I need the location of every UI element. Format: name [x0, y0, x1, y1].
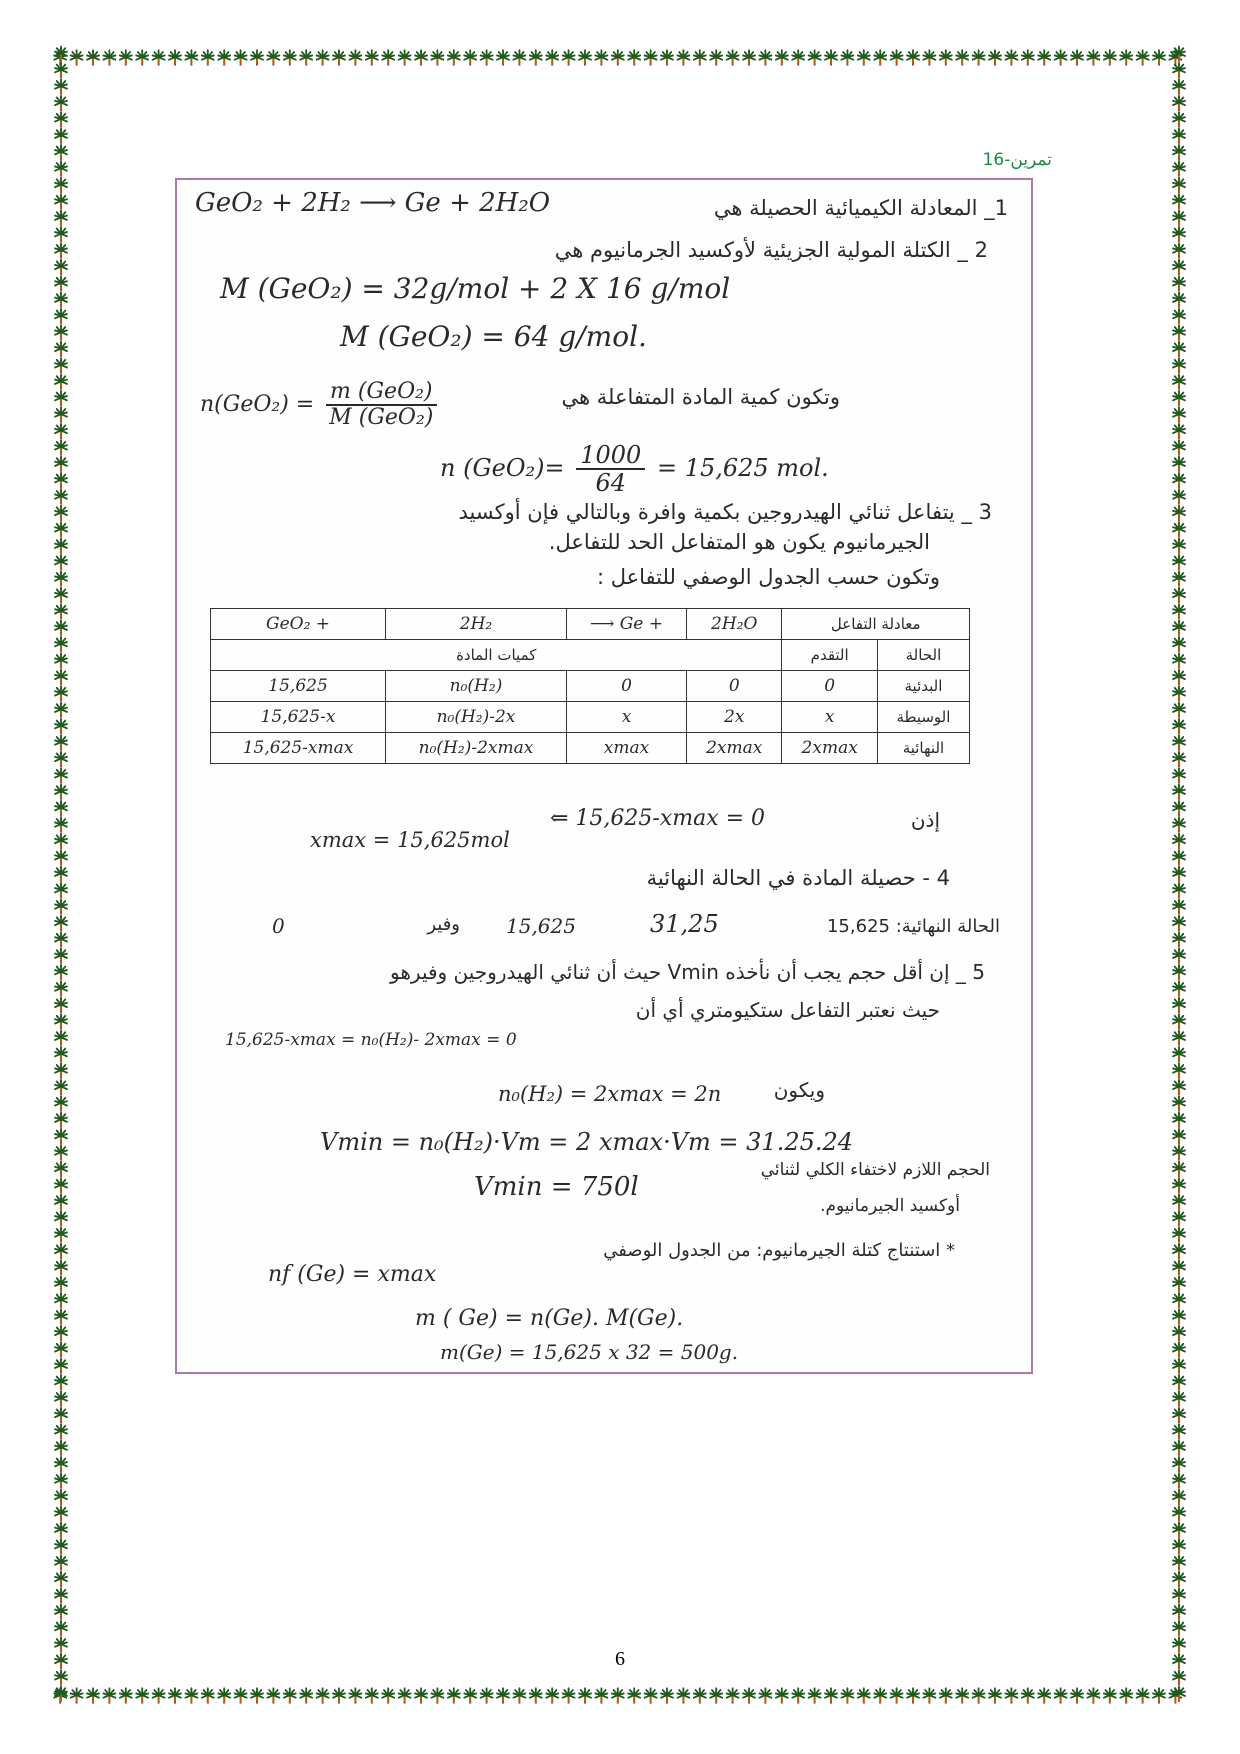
- q5-n0-text: ويكون: [773, 1078, 825, 1102]
- table-cell: n₀(H₂): [386, 671, 567, 702]
- table-row-state: الوسيطة: [877, 702, 969, 733]
- q4-value-h2o: 31,25: [650, 910, 719, 938]
- table-cell: x: [566, 702, 686, 733]
- q2-molar-mass-line1: M (GeO₂) = 32g/mol + 2 X 16 g/mol: [220, 272, 731, 305]
- table-equation-label: معادلة التفاعل: [782, 609, 970, 640]
- q1-text: 1_ المعادلة الكيميائية الحصيلة هي: [713, 196, 1008, 220]
- table-row-state: النهائية: [877, 733, 969, 764]
- q4-value-h2: وفير: [427, 914, 460, 935]
- table-cell: 2H₂: [386, 609, 567, 640]
- table-quantities-label: كميات المادة: [211, 640, 782, 671]
- q5-nf: nf (Ge) = xmax: [268, 1262, 437, 1287]
- q5-mass-value: m(Ge) = 15,625 x 32 = 500g.: [440, 1340, 739, 1364]
- table-cell: 2xmax: [687, 733, 782, 764]
- q2-text: 2 _ الكتلة المولية الجزيئية لأوكسيد الجرمانيوم هي: [554, 238, 988, 262]
- q4-value-ge: 15,625: [506, 914, 576, 938]
- exercise-label: تمرين-16: [982, 150, 1052, 170]
- xmax-value: xmax = 15,625mol: [310, 828, 510, 852]
- q5-line2: حيث نعتبر التفاعل ستكيومتري أي أن: [635, 998, 940, 1022]
- q5-vmin-text2: أوكسيد الجيرمانيوم.: [820, 1196, 960, 1216]
- table-advancement-label: التقدم: [782, 640, 877, 671]
- palm-icons: [52, 1682, 1188, 1708]
- q5-vmin-value: Vmin = 750l: [474, 1172, 639, 1202]
- table-cell: 0: [566, 671, 686, 702]
- q2-amount-formula: n(GeO₂) = $\frac{\text{m (GeO₂)}}{\text{M (GeO₂)}}$: [200, 380, 441, 430]
- table-cell: 2xmax: [782, 733, 877, 764]
- q2-molar-mass-line2: M (GeO₂) = 64 g/mol.: [340, 320, 647, 353]
- table-cell: 15,625-x: [211, 702, 386, 733]
- table-cell: ⟶ Ge +: [566, 609, 686, 640]
- q3-line3: وتكون حسب الجدول الوصفي للتفاعل :: [596, 565, 940, 589]
- table-row: [211, 733, 970, 764]
- palm-icons: [48, 44, 74, 1708]
- q4-final-label: الحالة النهائية: 15,625: [826, 916, 1000, 937]
- table-cell: 15,625-xmax: [211, 733, 386, 764]
- palm-border-right: [1166, 44, 1192, 1708]
- q5-line1: 5 _ إن أقل حجم يجب أن نأخذه Vmin حيث أن ثنائي الهيدروجين وفيرهو: [390, 960, 985, 984]
- table-row: [211, 671, 970, 702]
- q4-value-geo2: 0: [272, 914, 285, 938]
- table-cell: 0: [782, 671, 877, 702]
- table-cell: 0: [687, 671, 782, 702]
- table-header-row: [211, 640, 970, 671]
- xmax-equation: ⇐ 15,625-xmax = 0: [550, 806, 766, 831]
- q3-line1: 3 _ يتفاعل ثنائي الهيدروجين بكمية وافرة وبالتالي فإن أوكسيد: [458, 500, 992, 524]
- q5-deduce: * استنتاج كتلة الجيرمانيوم: من الجدول الوصفي: [603, 1240, 955, 1261]
- table-equation-row: [211, 609, 970, 640]
- table-row-state: البدئية: [877, 671, 969, 702]
- q5-stoich: 15,625-xmax = n₀(H₂)- 2xmax = 0: [225, 1030, 517, 1050]
- table-cell: n₀(H₂)-2xmax: [386, 733, 567, 764]
- q3-line2: الجيرمانيوم يكون هو المتفاعل الحد للتفاعل.: [548, 530, 930, 554]
- palm-border-top: [52, 44, 1188, 70]
- palm-icons: [1166, 44, 1192, 1708]
- palm-border-left: [48, 44, 74, 1708]
- advancement-table: [210, 608, 970, 764]
- table-cell: 15,625: [211, 671, 386, 702]
- q5-n0: n₀(H₂) = 2xmax = 2n: [498, 1082, 722, 1106]
- table-cell: 2x: [687, 702, 782, 733]
- table-row: [211, 702, 970, 733]
- q4-text: 4 - حصيلة المادة في الحالة النهائية: [646, 866, 950, 890]
- table-cell: 2H₂O: [687, 609, 782, 640]
- palm-border-bottom: [52, 1682, 1188, 1708]
- q2-amount-calc: n (GeO₂)= $\frac{1000}{64}$ = 15,625 mol.: [440, 441, 829, 498]
- idh-text: إذن: [910, 808, 940, 832]
- q1-equation: GeO₂ + 2H₂ ⟶ Ge + 2H₂O: [195, 188, 551, 218]
- palm-icons: [52, 44, 1188, 70]
- page-number: 6: [615, 1648, 625, 1670]
- table-cell: xmax: [566, 733, 686, 764]
- table-state-label: الحالة: [877, 640, 969, 671]
- table-cell: n₀(H₂)-2x: [386, 702, 567, 733]
- q5-mass-formula: m ( Ge) = n(Ge). M(Ge).: [415, 1306, 684, 1331]
- table-cell: x: [782, 702, 877, 733]
- table-cell: GeO₂ +: [211, 609, 386, 640]
- q5-vmin-text1: الحجم اللازم لاختفاء الكلي لثنائي: [760, 1160, 990, 1180]
- q5-vmin-equation: Vmin = n₀(H₂)·Vm = 2 xmax·Vm = 31.25.24: [320, 1128, 854, 1156]
- q2-amount-text: وتكون كمية المادة المتفاعلة هي: [561, 385, 840, 409]
